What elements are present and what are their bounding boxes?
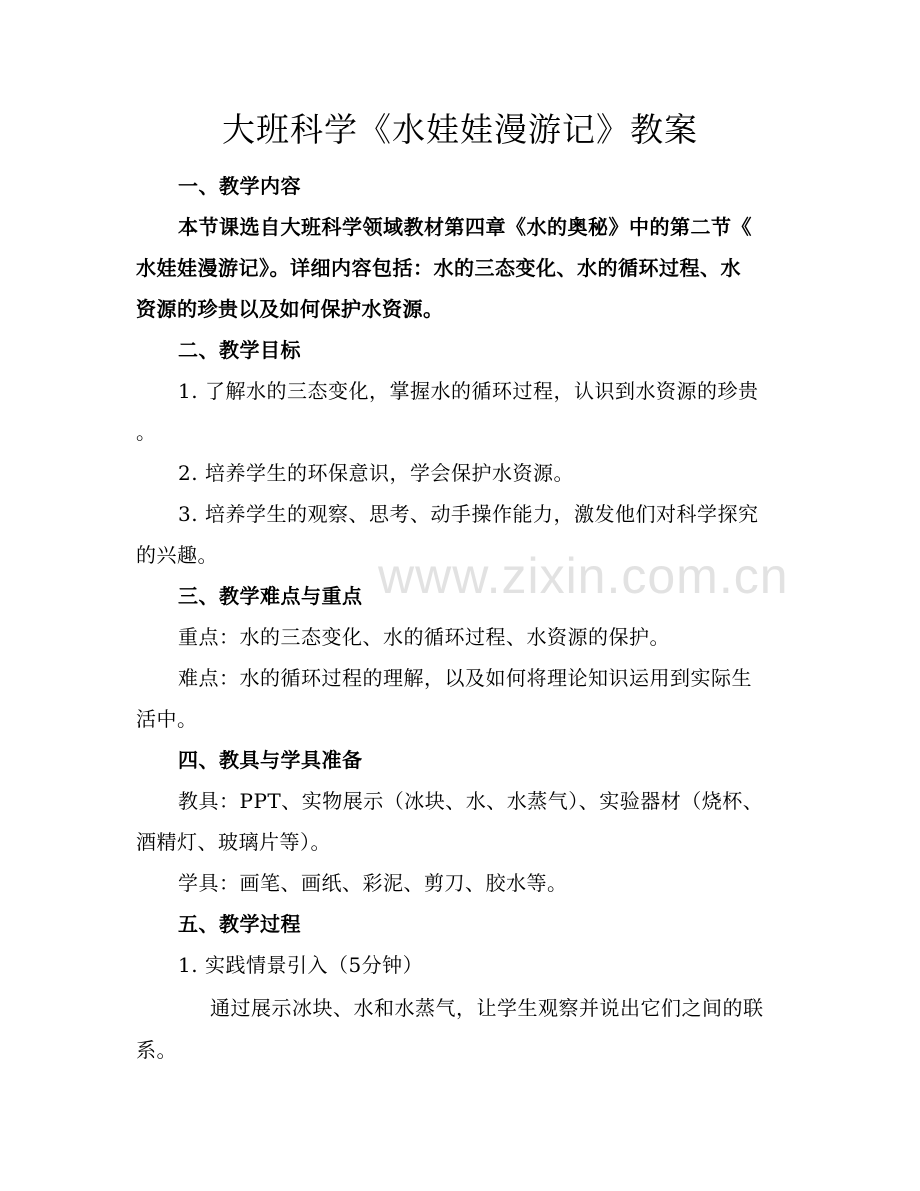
paragraph-line: 难点：水的循环过程的理解，以及如何将理论知识运用到实际生 (178, 666, 752, 690)
paragraph-line: 资源的珍贵以及如何保护水资源。 (136, 297, 444, 321)
paragraph-line: 通过展示冰块、水和水蒸气，让学生观察并说出它们之间的联 (210, 996, 764, 1020)
paragraph-line: 酒精灯、玻璃片等）。 (136, 830, 331, 854)
section-heading-tools: 四、教具与学具准备 (178, 748, 363, 772)
paragraph-line: 重点：水的三态变化、水的循环过程、水资源的保护。 (178, 625, 670, 649)
paragraph-line: 活中。 (136, 707, 198, 731)
document-title: 大班科学《水娃娃漫游记》教案 (222, 110, 698, 149)
section-heading-difficulties: 三、教学难点与重点 (178, 584, 363, 608)
section-heading-process: 五、教学过程 (178, 912, 301, 936)
paragraph-line: 1. 了解水的三态变化，掌握水的循环过程，认识到水资源的珍贵 (178, 379, 759, 403)
paragraph-line: 本节课选自大班科学领域教材第四章《水的奥秘》中的第二节《 (178, 215, 752, 239)
watermark-text: www.zixin.com.cn (378, 548, 789, 604)
paragraph-line: 3. 培养学生的观察、思考、动手操作能力，激发他们对科学探究 (178, 502, 759, 526)
section-heading-objectives: 二、教学目标 (178, 338, 301, 362)
section-heading-content: 一、教学内容 (178, 174, 301, 198)
paragraph-line: 水娃娃漫游记》。详细内容包括：水的三态变化、水的循环过程、水 (136, 256, 741, 280)
paragraph-line: 学具：画笔、画纸、彩泥、剪刀、胶水等。 (178, 871, 568, 895)
paragraph-line: 系。 (136, 1038, 177, 1062)
paragraph-line: 的兴趣。 (136, 543, 218, 567)
paragraph-line: 教具：PPT、实物展示（冰块、水、水蒸气）、实验器材（烧杯、 (178, 789, 764, 813)
paragraph-line: 2. 培养学生的环保意识，学会保护水资源。 (178, 461, 574, 485)
paragraph-line: 1. 实践情景引入（5分钟） (178, 953, 424, 977)
paragraph-line: 。 (136, 420, 157, 444)
